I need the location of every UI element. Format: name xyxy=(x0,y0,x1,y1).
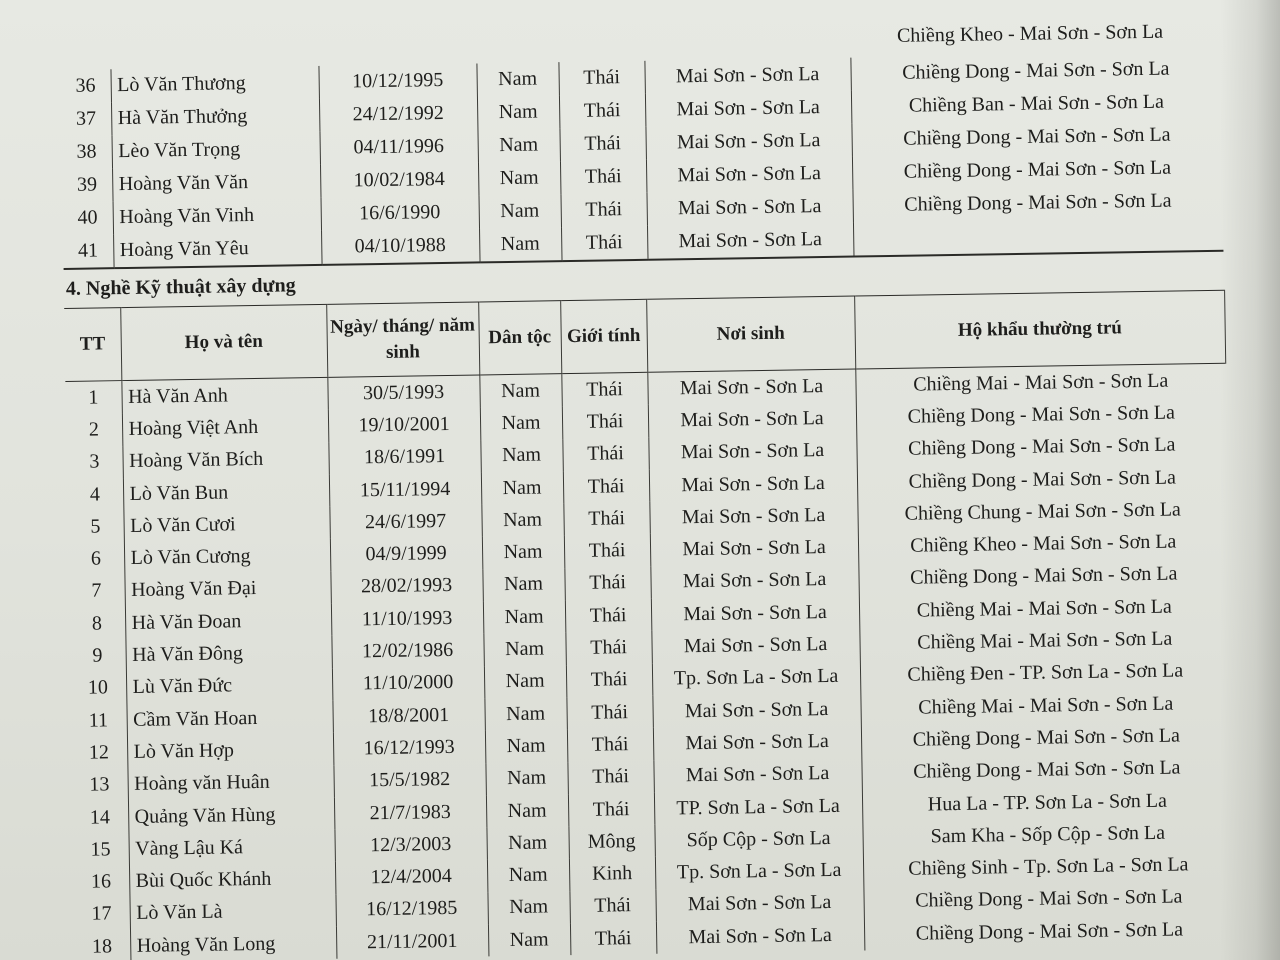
cell-ethnicity: Thái xyxy=(561,372,648,406)
cell-tt: 13 xyxy=(89,773,110,796)
cell-tt: 3 xyxy=(89,450,100,473)
cell-ethnicity: Thái xyxy=(559,94,646,128)
cell-sex: Nam xyxy=(487,891,569,925)
cell-residence: Chiềng Dong - Mai Sơn - Sơn La xyxy=(863,880,1233,918)
cell-tt: 14 xyxy=(89,805,111,829)
cell-ethnicity: Thái xyxy=(563,470,649,504)
cell-sex: Nam xyxy=(486,826,568,860)
cell-name: Hà Văn Anh xyxy=(121,377,327,413)
cell-dob: 28/02/1993 xyxy=(330,569,482,604)
cell-name: Hà Văn Đoan xyxy=(125,604,331,640)
cell-name: Hoàng Văn Bích xyxy=(122,442,328,478)
cell-residence: Chiềng Dong - Mai Sơn - Sơn La xyxy=(851,118,1221,157)
cell-birthplace: Mai Sơn - Sơn La xyxy=(650,531,858,567)
cell-residence: Chiềng Dong - Mai Sơn - Sơn La xyxy=(857,461,1227,499)
cell-dob: 16/12/1993 xyxy=(333,731,485,766)
cell-tt: 41 xyxy=(63,234,114,269)
cell-dob: 16/6/1990 xyxy=(321,195,479,230)
cell-residence: Chiềng Ban - Mai Sơn - Sơn La xyxy=(851,85,1221,124)
cell-tt: 17 xyxy=(91,902,112,926)
cell-dob: 21/7/1983 xyxy=(334,795,486,830)
cell-birthplace: Tp. Sơn La - Sơn La xyxy=(655,854,863,890)
cell-sex: Nam xyxy=(479,374,562,408)
cell-birthplace: Sốp Cộp - Sơn La xyxy=(654,822,862,858)
header-birthplace: Nơi sinh xyxy=(646,296,855,372)
cell-sex: Nam xyxy=(483,633,565,667)
cell-birthplace: Mai Sơn - Sơn La xyxy=(648,434,856,470)
header-tt: TT xyxy=(64,308,121,382)
cell-residence: Chiềng Dong - Mai Sơn - Sơn La xyxy=(856,428,1226,466)
cell-name: Bùi Quốc Khánh xyxy=(129,862,335,898)
cell-ethnicity: Thái xyxy=(567,760,653,794)
cell-ethnicity: Thái xyxy=(559,127,646,161)
cell-residence: Hua La - TP. Sơn La - Sơn La xyxy=(862,784,1232,822)
cell-dob: 04/11/1996 xyxy=(319,129,477,164)
cell-residence: Chiềng Dong - Mai Sơn - Sơn La xyxy=(852,184,1222,223)
cell-ethnicity: Thái xyxy=(563,502,649,536)
cell-residence: Chiềng Đen - TP. Sơn La - Sơn La xyxy=(860,654,1230,692)
cell-tt: 5 xyxy=(90,515,101,538)
cell-birthplace: Mai Sơn - Sơn La xyxy=(645,91,851,127)
cell-sex: Nam xyxy=(482,536,564,570)
top-residence-extra: Chiềng Kheo - Mai Sơn - Sơn La xyxy=(896,20,1164,47)
cell-sex: Nam xyxy=(478,161,561,195)
cell-ethnicity: Thái xyxy=(566,663,652,697)
cell-sex: Nam xyxy=(485,762,567,796)
cell-sex: Nam xyxy=(481,503,563,537)
cell-tt: 16 xyxy=(90,870,112,893)
cell-ethnicity: Thái xyxy=(565,631,651,665)
next-column-edge xyxy=(1224,290,1238,364)
cell-sex: Nam xyxy=(485,729,567,763)
cell-birthplace: Mai Sơn - Sơn La xyxy=(651,596,859,632)
cell-birthplace: Mai Sơn - Sơn La xyxy=(653,725,861,761)
cell-sex: Nam xyxy=(484,665,566,699)
header-dob: Ngày/ tháng/ năm sinh xyxy=(326,302,479,377)
cell-residence xyxy=(853,217,1223,257)
cell-tt: 39 xyxy=(76,173,98,196)
cell-ethnicity: Thái xyxy=(560,193,647,227)
cell-birthplace: Mai Sơn - Sơn La xyxy=(656,919,864,955)
cell-sex: Nam xyxy=(480,439,562,473)
cell-sex: Nam xyxy=(486,794,568,828)
cell-name: Lò Văn Bun xyxy=(123,475,329,511)
cell-name: Hoàng Văn Văn xyxy=(112,165,320,201)
cell-tt: 12 xyxy=(88,741,110,764)
cell-name: Vàng Lậu Ká xyxy=(128,830,334,866)
cell-birthplace: Mai Sơn - Sơn La xyxy=(651,628,859,664)
cell-sex: Nam xyxy=(482,568,564,602)
cell-sex: Nam xyxy=(477,95,560,129)
cell-birthplace: Mai Sơn - Sơn La xyxy=(647,223,854,260)
cell-ethnicity: Thái xyxy=(570,922,656,956)
cell-tt: 9 xyxy=(92,644,103,667)
cell-tt: 40 xyxy=(77,206,98,229)
cell-birthplace: Mai Sơn - Sơn La xyxy=(646,190,852,226)
cell-ethnicity: Thái xyxy=(565,599,651,633)
cell-residence: Chiềng Kheo - Mai Sơn - Sơn La xyxy=(858,525,1228,563)
cell-tt: 10 xyxy=(87,676,109,699)
cell-residence: Sam Kha - Sốp Cộp - Sơn La xyxy=(862,816,1232,854)
section-title: 4. Nghề Kỹ thuật xây dựng xyxy=(65,274,296,300)
cell-dob: 18/8/2001 xyxy=(332,698,484,733)
cell-residence: Chiềng Sinh - Tp. Sơn La - Sơn La xyxy=(863,848,1233,886)
cell-sex: Nam xyxy=(476,62,559,96)
cell-birthplace: Mai Sơn - Sơn La xyxy=(649,466,857,502)
cell-name: Lù Văn Đức xyxy=(126,668,332,704)
cell-ethnicity: Kinh xyxy=(569,857,655,891)
cell-dob: 21/11/2001 xyxy=(336,924,488,959)
cell-name: Lò Văn Là xyxy=(129,895,335,931)
cell-birthplace: Mai Sơn - Sơn La xyxy=(647,369,855,405)
cell-birthplace: Mai Sơn - Sơn La xyxy=(644,58,850,94)
cell-sex: Nam xyxy=(488,923,570,957)
cell-name: Lò Văn Cươi xyxy=(123,507,329,543)
cell-tt: 2 xyxy=(88,418,100,441)
cell-ethnicity: Thái xyxy=(560,160,647,194)
cell-dob: 24/12/1992 xyxy=(319,96,477,131)
cell-name: Hoàng văn Huân xyxy=(127,765,333,801)
cell-sex: Nam xyxy=(481,471,563,505)
cell-dob: 16/12/1985 xyxy=(335,892,487,927)
cell-name: Hoàng Việt Anh xyxy=(122,410,328,446)
cell-name: Lò Văn Hợp xyxy=(127,733,333,769)
cell-name: Hà Văn Đông xyxy=(125,636,331,672)
cell-residence: Chiềng Dong - Mai Sơn - Sơn La xyxy=(861,719,1231,757)
cell-birthplace: TP. Sơn La - Sơn La xyxy=(654,789,862,825)
cell-birthplace: Mai Sơn - Sơn La xyxy=(652,692,860,728)
cell-residence: Chiềng Dong - Mai Sơn - Sơn La xyxy=(850,52,1220,91)
cell-sex: Nam xyxy=(480,406,562,440)
cell-ethnicity: Thái xyxy=(569,890,655,924)
cell-sex: Nam xyxy=(477,128,560,162)
cell-ethnicity: Thái xyxy=(568,793,654,827)
cell-residence: Chiềng Mai - Mai Sơn - Sơn La xyxy=(855,363,1225,402)
cell-tt: 6 xyxy=(90,547,102,570)
cell-dob: 18/6/1991 xyxy=(328,440,480,475)
cell-ethnicity: Thái xyxy=(564,534,650,568)
cell-tt: 37 xyxy=(75,107,97,130)
cell-birthplace: Mai Sơn - Sơn La xyxy=(648,402,856,438)
cell-residence: Chiềng Dong - Mai Sơn - Sơn La xyxy=(856,396,1226,434)
cell-ethnicity: Thái xyxy=(566,696,652,730)
cell-dob: 04/9/1999 xyxy=(330,537,482,572)
cell-dob: 19/10/2001 xyxy=(328,408,480,443)
cell-sex: Nam xyxy=(487,859,569,893)
cell-name: Cầm Văn Hoan xyxy=(126,701,332,737)
header-name: Họ và tên xyxy=(120,304,327,380)
cell-ethnicity: Thái xyxy=(562,405,648,439)
cell-ethnicity: Thái xyxy=(564,567,650,601)
cell-residence: Chiềng Chung - Mai Sơn - Sơn La xyxy=(857,493,1227,531)
cell-ethnicity: Thái xyxy=(558,61,645,95)
cell-birthplace: Mai Sơn - Sơn La xyxy=(653,757,861,793)
header-gender: Giới tính xyxy=(560,299,647,373)
cell-residence: Chiềng Mai - Mai Sơn - Sơn La xyxy=(859,622,1229,660)
cell-tt: 4 xyxy=(89,482,101,506)
header-ethnic: Dân tộc xyxy=(478,301,561,375)
cell-sex: Nam xyxy=(484,697,566,731)
continued-table xyxy=(60,52,1223,270)
cell-dob: 15/5/1982 xyxy=(333,763,485,798)
cell-tt: 18 xyxy=(91,934,113,958)
cell-tt: 7 xyxy=(91,579,102,602)
cell-dob: 15/11/1994 xyxy=(329,472,481,507)
cell-birthplace: Mai Sơn - Sơn La xyxy=(650,563,858,599)
cell-birthplace: Mai Sơn - Sơn La xyxy=(646,157,852,193)
document-content xyxy=(60,22,1244,960)
cell-birthplace: Mai Sơn - Sơn La xyxy=(645,124,851,160)
cell-dob: 24/6/1997 xyxy=(329,505,481,540)
cell-tt: 38 xyxy=(76,140,97,163)
trainee-table xyxy=(64,290,1234,960)
cell-sex: Nam xyxy=(478,194,561,228)
cell-residence: Chiềng Mai - Mai Sơn - Sơn La xyxy=(859,590,1229,628)
cell-dob: 12/02/1986 xyxy=(331,634,483,669)
cell-dob: 10/02/1984 xyxy=(320,162,478,197)
cell-birthplace: Mai Sơn - Sơn La xyxy=(649,499,857,535)
cell-birthplace: Mai Sơn - Sơn La xyxy=(655,886,863,922)
cell-dob: 30/5/1993 xyxy=(327,375,479,410)
cell-name: Hoàng Văn Đại xyxy=(124,572,330,608)
cell-dob: 10/12/1995 xyxy=(318,63,476,98)
cell-residence: Chiềng Dong - Mai Sơn - Sơn La xyxy=(864,913,1234,951)
cell-residence: Chiềng Dong - Mai Sơn - Sơn La xyxy=(861,751,1231,789)
cell-tt: 15 xyxy=(90,838,111,861)
cell-name: Quảng Văn Hùng xyxy=(128,798,334,834)
cell-tt: 8 xyxy=(91,612,103,635)
cell-residence: Chiềng Mai - Mai Sơn - Sơn La xyxy=(860,687,1230,725)
cell-sex: Nam xyxy=(483,600,565,634)
cell-name: Hoàng Văn Long xyxy=(130,927,336,960)
cell-residence: Chiềng Dong - Mai Sơn - Sơn La xyxy=(858,557,1228,595)
cell-ethnicity: Thái xyxy=(567,728,653,762)
cell-name: Lò Văn Cương xyxy=(124,539,330,575)
cell-dob: 04/10/1988 xyxy=(321,228,480,264)
cell-sex: Nam xyxy=(479,227,562,262)
cell-dob: 12/3/2003 xyxy=(334,828,486,863)
cell-tt: 36 xyxy=(75,74,96,97)
cell-dob: 11/10/1993 xyxy=(331,602,483,637)
cell-name: Hà Văn Thưởng xyxy=(111,99,319,135)
cell-name: Hoàng Văn Vinh xyxy=(113,198,321,234)
cell-tt: 11 xyxy=(88,708,109,732)
header-residence: Hộ khẩu thường trú xyxy=(854,290,1225,369)
cell-ethnicity: Mông xyxy=(568,825,654,859)
cell-tt: 1 xyxy=(88,386,99,409)
cell-name: Lò Văn Thương xyxy=(110,66,318,102)
cell-name: Lèo Văn Trọng xyxy=(112,132,320,168)
cell-dob: 11/10/2000 xyxy=(332,666,484,701)
cell-birthplace: Tp. Sơn La - Sơn La xyxy=(652,660,860,696)
cell-dob: 12/4/2004 xyxy=(335,860,487,895)
cell-name: Hoàng Văn Yêu xyxy=(113,231,322,268)
cell-ethnicity: Thái xyxy=(561,226,648,261)
cell-ethnicity: Thái xyxy=(562,437,648,471)
cell-residence: Chiềng Dong - Mai Sơn - Sơn La xyxy=(852,151,1222,190)
